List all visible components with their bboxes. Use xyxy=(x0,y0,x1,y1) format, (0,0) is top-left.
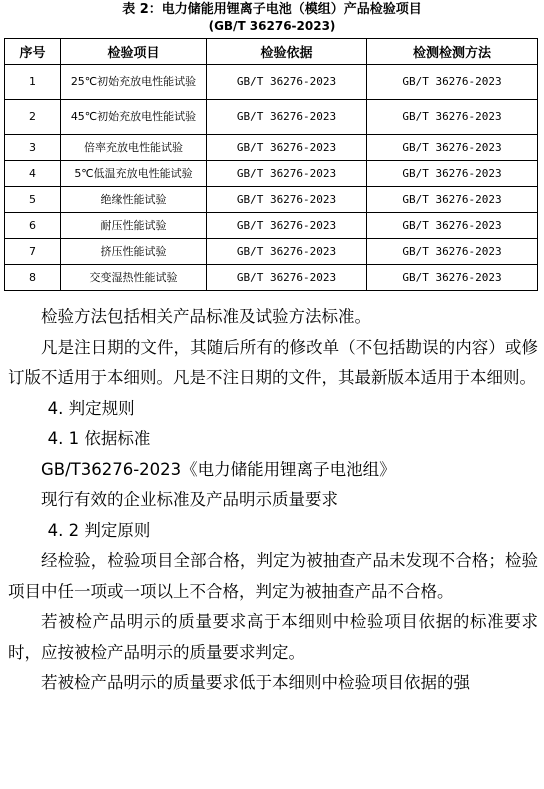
header-item: 检验项目 xyxy=(61,39,207,65)
cell-item: 25℃初始充放电性能试验 xyxy=(61,65,207,100)
cell-item: 45℃初始充放电性能试验 xyxy=(61,100,207,135)
cell-item: 倍率充放电性能试验 xyxy=(61,135,207,161)
paragraph-dated-documents: 凡是注日期的文件，其随后所有的修改单（不包括勘误的内容）或修订版不适用于本细则。凡是不注日期的文件，其最新版本适用于本细则。 xyxy=(8,337,538,387)
cell-item: 挤压性能试验 xyxy=(61,239,207,265)
table-row xyxy=(5,239,538,265)
paragraph-judgment-result: 经检验，检验项目全部合格，判定为被抽查产品未发现不合格；检验项目中任一项或一项以上不合格，判定为被抽查产品不合格。 xyxy=(8,551,538,601)
inspection-items-table xyxy=(4,38,538,291)
cell-method: GB/T 36276-2023 xyxy=(367,161,538,187)
cell-method: GB/T 36276-2023 xyxy=(367,100,538,135)
cell-item: 交变湿热性能试验 xyxy=(61,265,207,291)
cell-no: 3 xyxy=(5,135,61,161)
table-caption-standard: (GB/T 36276-2023) xyxy=(208,19,336,33)
table-row xyxy=(5,100,538,135)
table-row xyxy=(5,135,538,161)
cell-basis: GB/T 36276-2023 xyxy=(207,187,367,213)
cell-basis: GB/T 36276-2023 xyxy=(207,161,367,187)
cell-method: GB/T 36276-2023 xyxy=(367,65,538,100)
paragraph-methods: 检验方法包括相关产品标准及试验方法标准。 xyxy=(41,307,371,326)
section-heading-judgment-rules: 4. 判定规则 xyxy=(47,398,135,418)
header-basis: 检验依据 xyxy=(207,39,367,65)
cell-item: 耐压性能试验 xyxy=(61,213,207,239)
table-caption: 表 2：电力储能用锂离子电池（模组）产品检验项目 xyxy=(122,2,422,17)
subsection-heading-basis-standard: 4. 1 依据标准 xyxy=(47,429,151,448)
cell-basis: GB/T 36276-2023 xyxy=(207,239,367,265)
cell-method: GB/T 36276-2023 xyxy=(367,135,538,161)
cell-no: 6 xyxy=(5,213,61,239)
table-row xyxy=(5,161,538,187)
cell-basis: GB/T 36276-2023 xyxy=(207,65,367,100)
cell-basis: GB/T 36276-2023 xyxy=(207,213,367,239)
cell-basis: GB/T 36276-2023 xyxy=(207,100,367,135)
cell-item: 5℃低温充放电性能试验 xyxy=(61,161,207,187)
cell-method: GB/T 36276-2023 xyxy=(367,187,538,213)
cell-no: 1 xyxy=(5,65,61,100)
cell-method: GB/T 36276-2023 xyxy=(367,265,538,291)
header-no: 序号 xyxy=(5,39,61,65)
paragraph-standard-reference: GB/T36276-2023《电力储能用锂离子电池组》 xyxy=(41,459,396,479)
cell-basis: GB/T 36276-2023 xyxy=(207,265,367,291)
cell-no: 2 xyxy=(5,100,61,135)
cell-method: GB/T 36276-2023 xyxy=(367,213,538,239)
table-row xyxy=(5,213,538,239)
table-header-row xyxy=(5,39,538,65)
table-row xyxy=(5,65,538,100)
cell-no: 8 xyxy=(5,265,61,291)
table-row xyxy=(5,187,538,213)
paragraph-lower-requirement: 若被检产品明示的质量要求低于本细则中检验项目依据的强 xyxy=(41,673,470,692)
cell-method: GB/T 36276-2023 xyxy=(367,239,538,265)
subsection-heading-judgment-principle: 4. 2 判定原则 xyxy=(47,520,151,540)
cell-no: 5 xyxy=(5,187,61,213)
paragraph-higher-requirement: 若被检产品明示的质量要求高于本细则中检验项目依据的标准要求时，应按被检产品明示的质量要求判定。 xyxy=(8,612,538,662)
cell-item: 绝缘性能试验 xyxy=(61,187,207,213)
cell-no: 7 xyxy=(5,239,61,265)
header-method: 检测检测方法 xyxy=(367,39,538,65)
table-row xyxy=(5,265,538,291)
document-body xyxy=(8,302,538,699)
paragraph-enterprise-standard: 现行有效的企业标准及产品明示质量要求 xyxy=(41,490,338,509)
cell-basis: GB/T 36276-2023 xyxy=(207,135,367,161)
cell-no: 4 xyxy=(5,161,61,187)
